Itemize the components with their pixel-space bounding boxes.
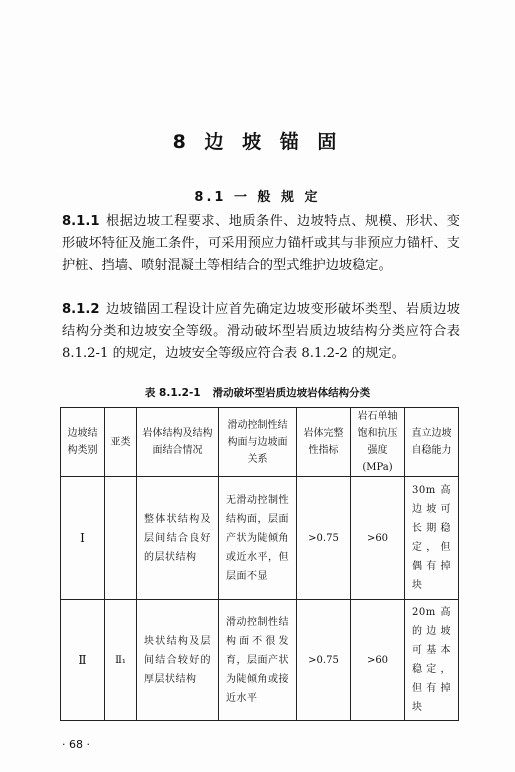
table-row xyxy=(61,600,459,721)
table-caption xyxy=(0,385,515,400)
cell-relation: 无滑动控制性结构面，层面产状为陡倾角或近水平，但层面不显 xyxy=(219,477,297,600)
header-relation: 滑动控制性结构面与边坡面关系 xyxy=(219,408,297,477)
clause-text: 边坡锚固工程设计应首先确定边坡变形破坏类型、岩质边坡结构分类和边坡安全等级。滑动破坏型岩质边坡结构分类应符合表 8.1.2-1 的规定，边坡安全等级应符合表 8.1.2-2 的规定。 xyxy=(62,302,460,361)
table-title: 滑动破坏型岩质边坡岩体结构分类 xyxy=(212,387,371,399)
cell-structure: 块状结构及层间结合较好的厚层状结构 xyxy=(137,600,219,721)
cell-category: Ⅰ xyxy=(61,477,105,600)
clause-8-1-1 xyxy=(62,211,460,277)
clause-8-1-2 xyxy=(62,299,460,365)
cell-stability: 20m高的边坡可基本稳定，但有掉块 xyxy=(405,600,459,721)
header-subclass: 亚类 xyxy=(105,408,137,477)
cell-subclass: Ⅱ₁ xyxy=(105,600,137,721)
header-strength: 岩石单轴饱和抗压强度(MPa) xyxy=(351,408,405,477)
clause-text: 根据边坡工程要求、地质条件、边坡特点、规模、形状、变形破坏特征及施工条件，可采用预应力锚杆或其与非预应力锚杆、支护桩、挡墙、喷射混凝土等相结合的型式维护边坡稳定。 xyxy=(62,214,460,273)
page-number: · 68 · xyxy=(62,738,90,751)
cell-integrity: >0.75 xyxy=(297,600,351,721)
cell-integrity: >0.75 xyxy=(297,477,351,600)
cell-strength: >60 xyxy=(351,477,405,600)
cell-category: Ⅱ xyxy=(61,600,105,721)
header-stability: 直立边坡自稳能力 xyxy=(405,408,459,477)
cell-structure: 整体状结构及层间结合良好的层状结构 xyxy=(137,477,219,600)
clause-number: 8.1.1 xyxy=(62,214,100,229)
table-number: 表 8.1.2-1 xyxy=(144,387,201,399)
section-title: 8.1 一 般 规 定 xyxy=(194,190,321,205)
table-row xyxy=(61,477,459,600)
table-header-row xyxy=(61,408,459,477)
cell-subclass xyxy=(105,477,137,600)
rock-structure-classification-table xyxy=(60,407,459,721)
chapter-title: 8 边 坡 锚 固 xyxy=(172,131,343,153)
cell-strength: >60 xyxy=(351,600,405,721)
clause-number: 8.1.2 xyxy=(62,302,100,317)
header-structure: 岩体结构及结构面结合情况 xyxy=(137,408,219,477)
header-category: 边坡结构类别 xyxy=(61,408,105,477)
cell-relation: 滑动控制性结构面不很发育，层面产状为陡倾角或接近水平 xyxy=(219,600,297,721)
cell-stability: 30m高边坡可长期稳定，但偶有掉块 xyxy=(405,477,459,600)
header-integrity: 岩体完整性指标 xyxy=(297,408,351,477)
